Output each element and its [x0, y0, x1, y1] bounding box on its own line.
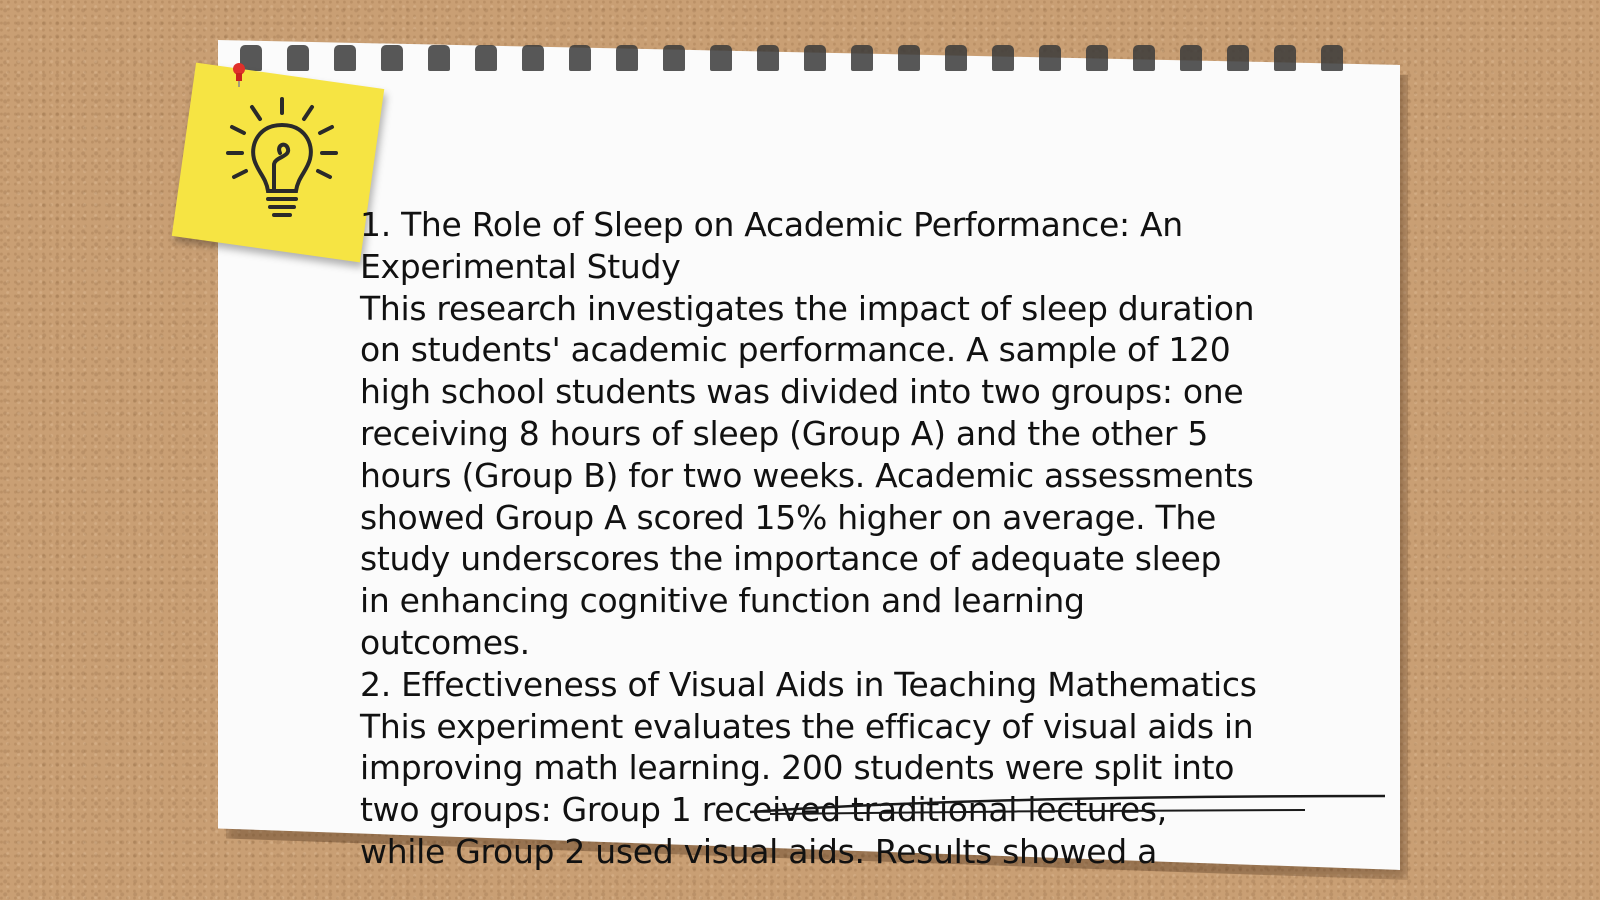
paper-1-title: 1. The Role of Sleep on Academic Performance: An Experimental Study [360, 205, 1183, 286]
lightbulb-icon [222, 95, 342, 225]
paper-2-title: 2. Effectiveness of Visual Aids in Teaching Mathematics [360, 664, 1257, 704]
spiral-holes [240, 45, 1360, 75]
scribble-lines [740, 790, 1390, 830]
paper-1-abstract: This research investigates the impact of sleep duration on students' academic performance. A sample of 120 high school students was divided into two groups: one receiving 8 hours of sleep (Group A) and the other 5 hours (Group B) for two weeks. Academic assessments showed Group A scored 15% higher on average. The study underscores the importance of adequate sleep in enhancing cognitive function and learning outcomes. [360, 288, 1255, 662]
paper-2-abstract: This experiment evaluates the efficacy of visual aids in improving math learning. 200 students were split into two groups: Group 1 received traditional lectures, while Group 2 used visual aids. Results showed a [360, 706, 1254, 871]
pushpin-icon [232, 63, 246, 87]
note-text [360, 204, 1260, 873]
